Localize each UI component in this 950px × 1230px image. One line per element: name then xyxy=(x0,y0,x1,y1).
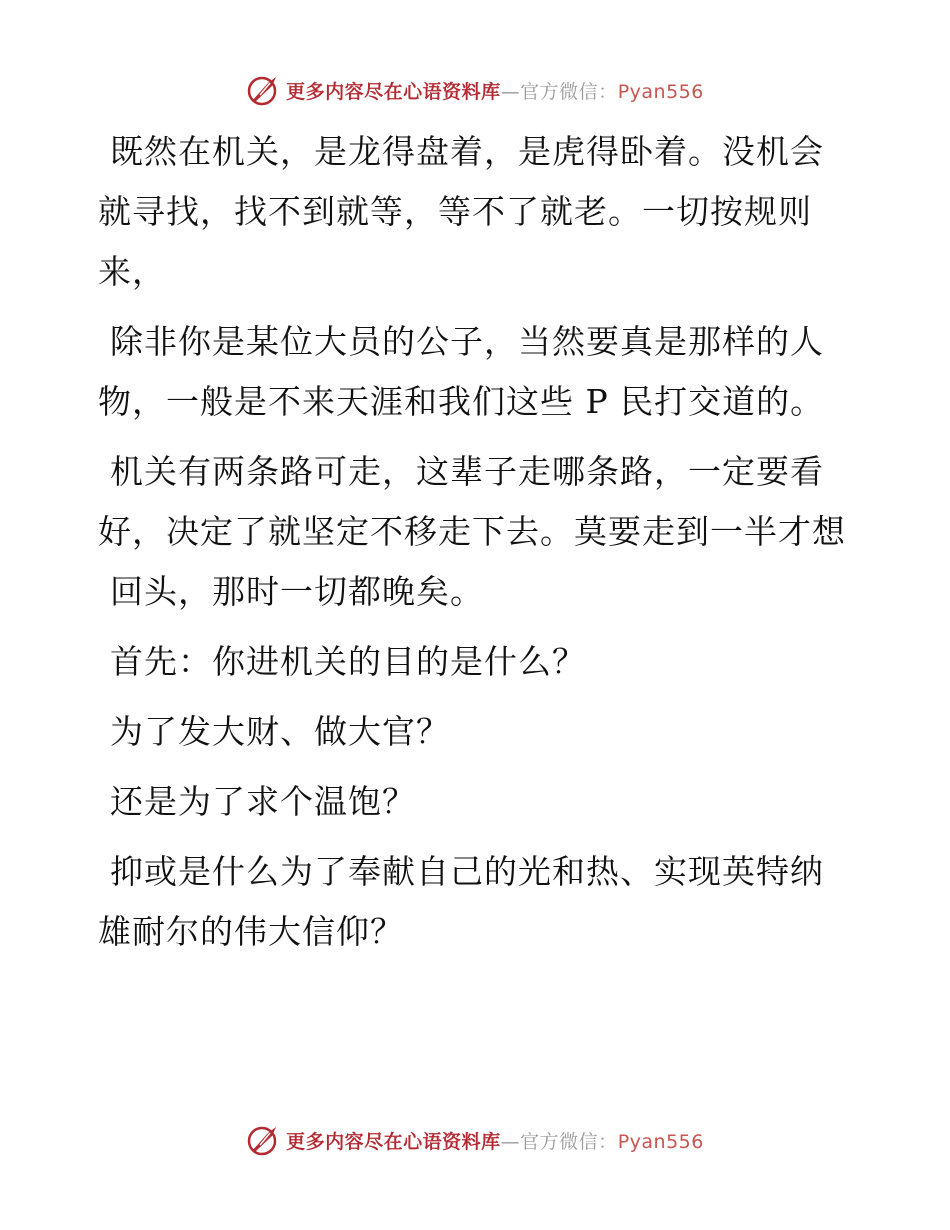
paragraph-4 xyxy=(98,632,850,692)
banner-wechat-label: 官方微信： xyxy=(520,1130,618,1153)
text-line: 回头，那时一切都晚矣。 xyxy=(110,572,484,611)
paragraph-2 xyxy=(98,312,850,432)
banner-main-text: 更多内容尽在心语资料库 xyxy=(286,80,501,103)
paragraph-1 xyxy=(98,122,850,302)
banner-dash: — xyxy=(500,1130,521,1153)
text-line: 既然在机关，是龙得盘着，是虎得卧着。没机会 xyxy=(110,132,824,171)
banner-wechat-id: Pyan556 xyxy=(617,1130,704,1153)
text-line: 来， xyxy=(98,252,166,291)
text-line: 除非你是某位大员的公子，当然要真是那样的人 xyxy=(110,322,824,361)
paragraph-7 xyxy=(98,842,850,962)
banner-dash: — xyxy=(500,80,521,103)
document-body xyxy=(98,122,850,972)
text-line: 抑或是什么为了奉献自己的光和热、实现英特纳 xyxy=(110,852,824,891)
text-line: 就寻找，找不到就等，等不了就老。一切按规则 xyxy=(98,192,812,231)
banner-wechat-id: Pyan556 xyxy=(617,80,704,103)
text-line: 还是为了求个温饱？ xyxy=(110,782,416,821)
text-line: 机关有两条路可走，这辈子走哪条路，一定要看 xyxy=(110,452,824,491)
quill-pen-icon xyxy=(246,1123,280,1157)
banner-text xyxy=(286,77,704,104)
text-line: 雄耐尔的伟大信仰？ xyxy=(98,912,404,951)
paragraph-5 xyxy=(98,702,850,762)
paragraph-6 xyxy=(98,772,850,832)
paragraph-3 xyxy=(98,442,850,622)
text-line: 为了发大财、做大官？ xyxy=(110,712,450,751)
header-watermark-banner xyxy=(0,70,950,110)
banner-main-text: 更多内容尽在心语资料库 xyxy=(286,1130,501,1153)
banner-text xyxy=(286,1127,704,1154)
text-line: 首先：你进机关的目的是什么？ xyxy=(110,642,586,681)
banner-wechat-label: 官方微信： xyxy=(520,80,618,103)
footer-watermark-banner xyxy=(0,1120,950,1160)
text-line: 物，一般是不来天涯和我们这些 P 民打交道的。 xyxy=(98,382,825,421)
quill-pen-icon xyxy=(246,73,280,107)
text-line: 好，决定了就坚定不移走下去。莫要走到一半才想 xyxy=(98,512,846,551)
